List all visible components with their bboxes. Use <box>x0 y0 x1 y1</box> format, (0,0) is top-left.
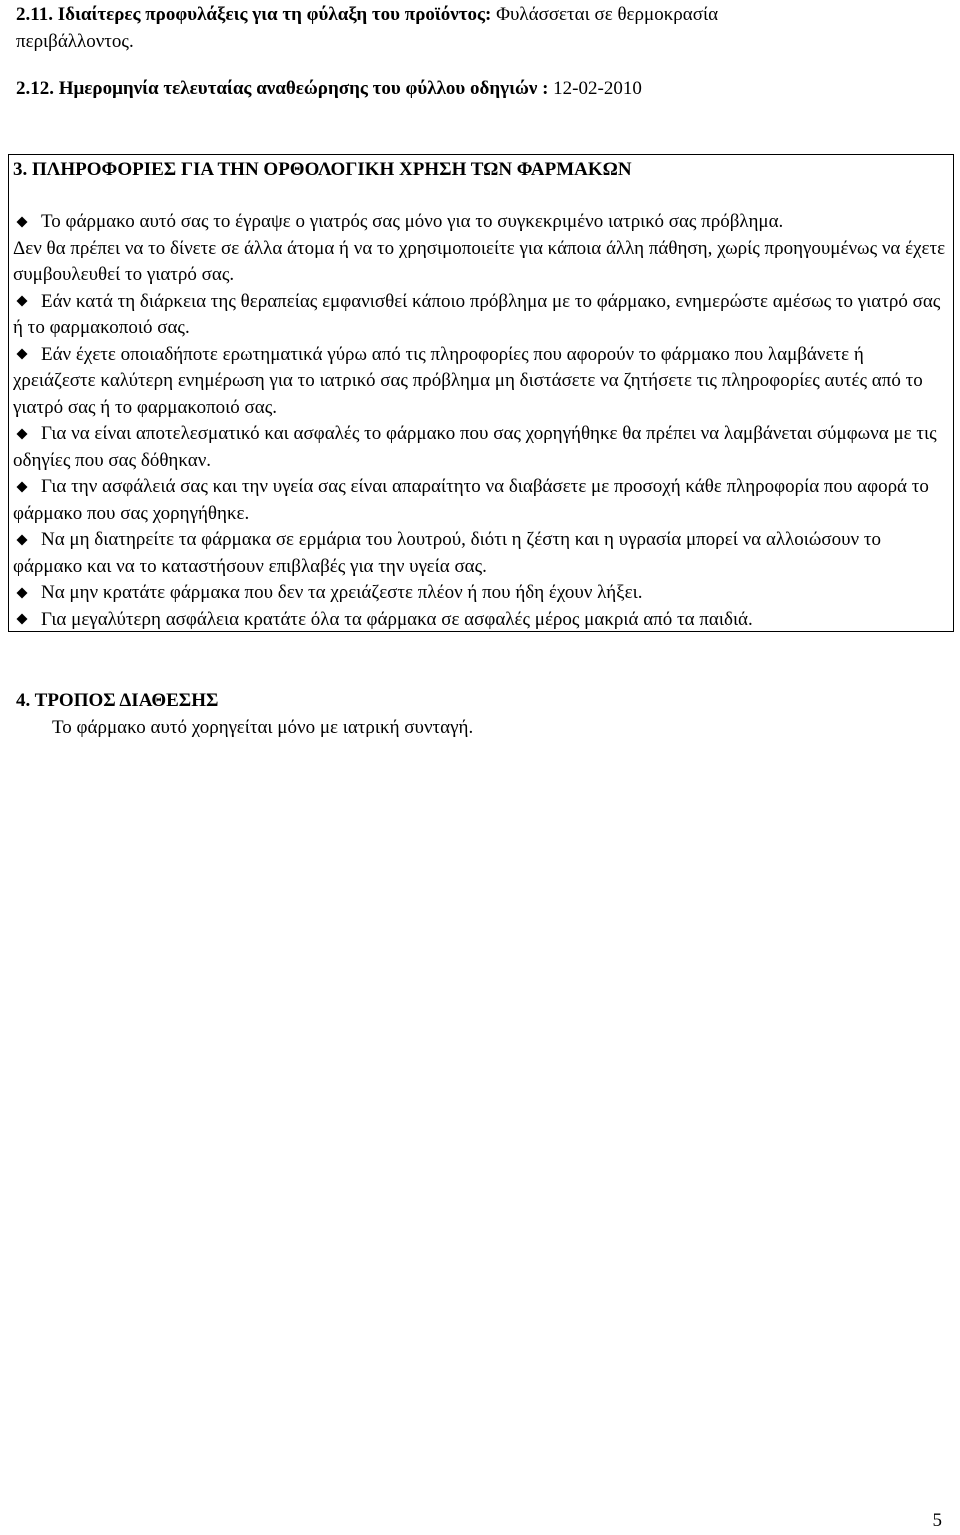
list-item <box>13 342 949 422</box>
diamond-bullet-icon <box>16 481 27 492</box>
list-item-text: Να μην κρατάτε φάρμακα που δεν τα χρειάζεστε πλέον ή που ήδη έχουν λήξει. <box>41 582 643 603</box>
section-4-title: 4. ΤΡΟΠΟΣ ΔΙΑΘΕΣΗΣ <box>16 690 219 711</box>
section-2-12-line <box>16 76 642 103</box>
diamond-bullet-icon <box>16 614 27 625</box>
section-2-11-title: 2.11. Ιδιαίτερες προφυλάξεις για τη φύλαξη του προϊόντος: <box>16 4 492 25</box>
list-item <box>13 580 949 607</box>
list-item-text: Για να είναι αποτελεσματικό και ασφαλές το φάρμακο που σας χορηγήθηκε θα πρέπει να λαμβάνεται σύμφωνα με τις οδηγίες που σας δόθηκαν. <box>13 423 937 471</box>
list-item <box>13 209 949 236</box>
diamond-bullet-icon <box>16 428 27 439</box>
section-4-text: Το φάρμακο αυτό χορηγείται μόνο με ιατρική συνταγή. <box>52 717 474 738</box>
list-item-text: Για μεγαλύτερη ασφάλεια κρατάτε όλα τα φάρμακα σε ασφαλές μέρος μακριά από τα παιδιά. <box>41 608 753 630</box>
section-3-box <box>8 154 954 632</box>
list-item <box>13 607 949 634</box>
list-item <box>13 421 949 474</box>
list-item-text: Να μη διατηρείτε τα φάρμακα σε ερμάρια του λουτρού, διότι η ζέστη και η υγρασία μπορεί να αλλοιώσουν το φάρμακο και να το καταστήσουν επιβλαβές για την υγεία σας. <box>13 529 882 577</box>
diamond-bullet-icon <box>16 534 27 545</box>
page-number: 5 <box>932 1510 942 1531</box>
section-2-11-line1 <box>16 2 718 29</box>
section-2-11-text-a: Φυλάσσεται σε θερμοκρασία <box>496 4 719 25</box>
section-2-11-text-b: περιβάλλοντος. <box>16 31 134 52</box>
list-item <box>13 474 949 527</box>
diamond-bullet-icon <box>16 296 27 307</box>
revision-date: 12-02-2010 <box>553 78 642 99</box>
section-2-12-title: 2.12. Ημερομηνία τελευταίας αναθεώρησης του φύλλου οδηγιών : <box>16 78 549 99</box>
diamond-bullet-icon <box>16 587 27 598</box>
section-2-11-line2 <box>16 29 134 56</box>
list-item-text: Το φάρμακο αυτό σας το έγραψε ο γιατρός σας μόνο για το συγκεκριμένο ιατρικό σας πρόβλημα. <box>41 211 784 232</box>
list-item-text: Εάν έχετε οποιαδήποτε ερωτηματικά γύρω από τις πληροφορίες που αφορούν το φάρμακο που λαμβάνετε ή χρειάζεστε καλύτερη ενημέρωση για το ιατρικό σας πρόβλημα μη διστάσετε να ζητήσετε τις πληροφορίες αυτές από το γιατρό σας ή το φαρμακοποιό σας. <box>13 343 923 418</box>
list-item <box>13 289 949 342</box>
diamond-bullet-icon <box>16 216 27 227</box>
list-item <box>13 527 949 580</box>
list-item <box>13 236 949 289</box>
list-item-text: Για την ασφάλειά σας και την υγεία σας είναι απαραίτητο να διαβάσετε με προσοχή κάθε πληροφορία που αφορά το φάρμακο που σας χορηγήθηκε. <box>13 476 929 524</box>
list-item-text: Εάν κατά τη διάρκεια της θεραπείας εμφανισθεί κάποιο πρόβλημα με το φάρμακο, ενημερώστε αμέσως το γιατρό σας ή το φαρμακοποιό σας. <box>13 290 941 338</box>
list-item-text: Δεν θα πρέπει να το δίνετε σε άλλα άτομα ή να το χρησιμοποιείτε για κάποια άλλη πάθηση, χωρίς προηγουμένως να έχετε συμβουλευθεί το γιατρό σας. <box>13 237 946 285</box>
section-3-list <box>13 209 949 633</box>
section-3-title: 3. ΠΛΗΡΟΦΟΡΙΕΣ ΓΙΑ ΤΗΝ ΟΡΘΟΛΟΓΙΚΗ ΧΡΗΣΗ ΤΩΝ ΦΑΡΜΑΚΩΝ <box>13 159 632 180</box>
diamond-bullet-icon <box>16 349 27 360</box>
